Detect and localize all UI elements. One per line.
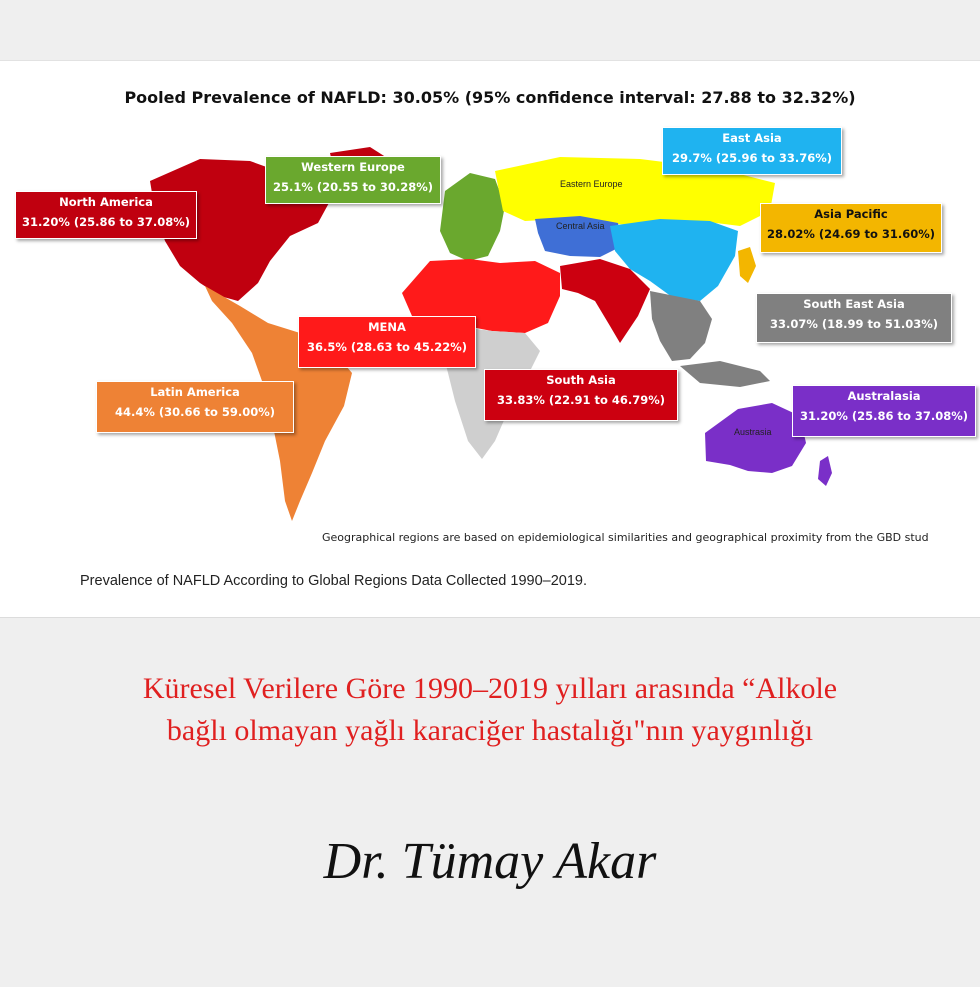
label-eastern-europe: Eastern Europe <box>560 179 623 189</box>
region-name-east-asia: East Asia <box>722 131 782 145</box>
region-box-asia-pacific <box>760 203 942 253</box>
region-value-south-east-asia: 33.07% (18.99 to 51.03%) <box>769 317 939 331</box>
region-name-mena: MENA <box>368 320 406 334</box>
region-box-australasia <box>792 385 976 437</box>
region-name-south-asia: South Asia <box>546 373 616 387</box>
map-footnote: Geographical regions are based on epidemiological similarities and geographical proximity from the GBD stud <box>322 531 929 544</box>
headline-line-1: Küresel Verilere Göre 1990–2019 yılları arasında “Alkole <box>142 672 838 705</box>
region-value-western-europe: 25.1% (20.55 to 30.28%) <box>272 180 434 194</box>
map-title: Pooled Prevalence of NAFLD: 30.05% (95% confidence interval: 27.88 to 32.32%) <box>124 88 856 107</box>
region-name-latin-america: Latin America <box>150 385 240 399</box>
region-value-mena: 36.5% (28.63 to 45.22%) <box>306 340 468 354</box>
region-name-australasia: Australasia <box>847 389 921 403</box>
region-value-south-asia: 33.83% (22.91 to 46.79%) <box>496 393 666 407</box>
region-australasia <box>705 403 806 473</box>
region-south-east-asia <box>650 291 712 361</box>
region-box-mena <box>298 316 476 368</box>
region-value-latin-america: 44.4% (30.66 to 59.00%) <box>114 405 276 419</box>
figure-caption: Prevalence of NAFLD According to Global Regions Data Collected 1990–2019. <box>80 573 587 589</box>
region-value-australasia: 31.20% (25.86 to 37.08%) <box>799 409 969 423</box>
region-box-south-east-asia <box>756 293 952 343</box>
region-name-south-east-asia: South East Asia <box>803 297 905 311</box>
region-value-north-america: 31.20% (25.86 to 37.08%) <box>21 215 191 229</box>
region-asia-pacific <box>738 247 756 283</box>
map-figure <box>0 60 980 618</box>
headline-line-2: bağlı olmayan yağlı karaciğer hastalığı"nın yaygınlığı <box>166 714 814 747</box>
region-value-asia-pacific: 28.02% (24.69 to 31.60%) <box>766 227 936 241</box>
region-box-north-america <box>15 191 197 239</box>
headline <box>20 668 960 752</box>
region-name-western-europe: Western Europe <box>301 160 405 174</box>
region-box-south-asia <box>484 369 678 421</box>
region-name-north-america: North America <box>59 195 153 209</box>
region-new-zealand <box>818 456 832 486</box>
region-box-latin-america <box>96 381 294 433</box>
author-signature: Dr. Tümay Akar <box>323 833 657 890</box>
label-central-asia: Central Asia <box>556 221 605 231</box>
region-value-east-asia: 29.7% (25.96 to 33.76%) <box>671 151 833 165</box>
region-box-east-asia <box>662 127 842 175</box>
region-south-east-asia-islands <box>680 361 770 387</box>
region-name-asia-pacific: Asia Pacific <box>814 207 888 221</box>
region-western-europe <box>440 173 505 261</box>
region-box-western-europe <box>265 156 441 204</box>
label-austrasia: Austrasia <box>734 427 772 437</box>
